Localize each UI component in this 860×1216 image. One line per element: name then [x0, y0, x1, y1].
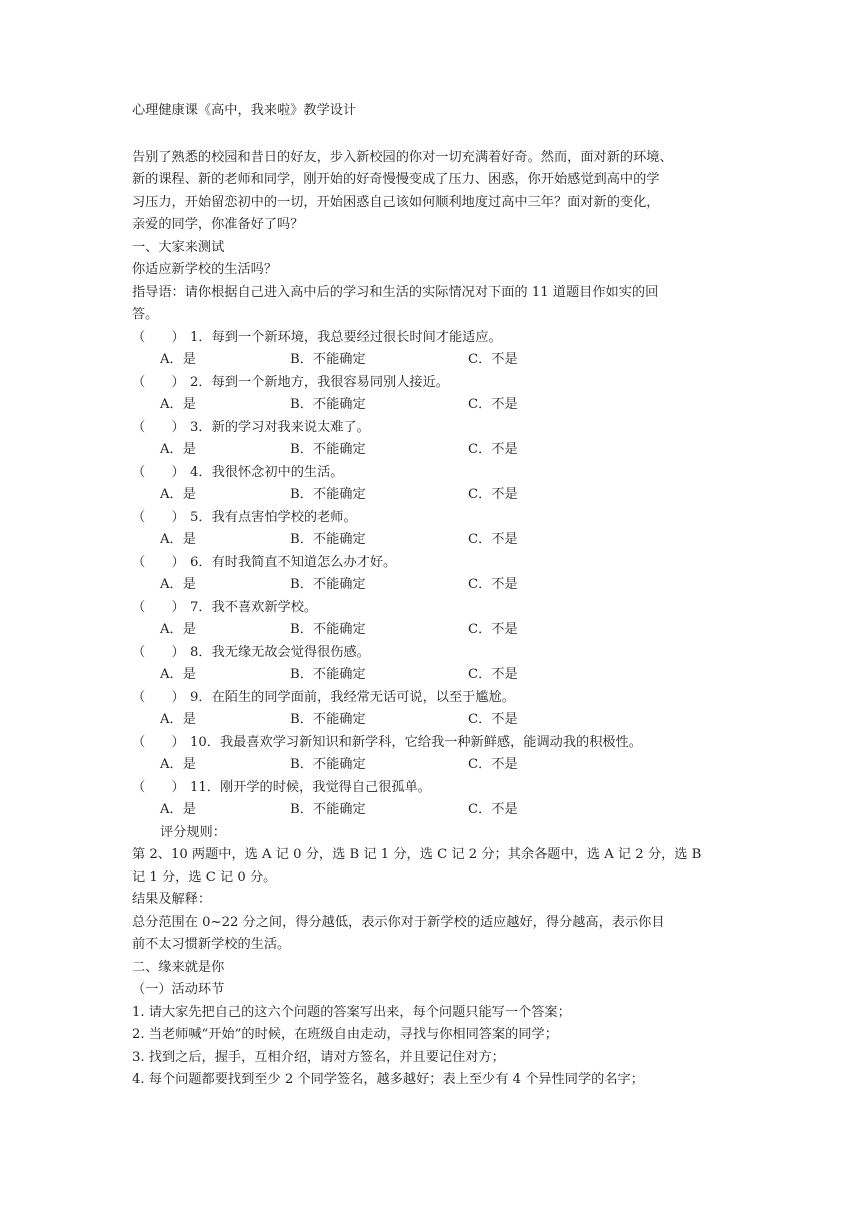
option-row: [132, 349, 732, 372]
option-a: A．是: [160, 757, 196, 772]
section2-heading: 二、缘来就是你: [132, 959, 225, 975]
quiz-question: [132, 327, 732, 350]
quiz-question: [132, 687, 732, 710]
option-a: A．是: [160, 397, 196, 412]
option-a: A．是: [160, 622, 196, 637]
option-b: B．不能确定: [290, 802, 366, 817]
guide-line: 答。: [132, 307, 159, 322]
scoring-line: 记 1 分，选 C 记 0 分。: [132, 869, 277, 885]
question-text: 5．我有点害怕学校的老师。: [190, 509, 357, 525]
option-row: [132, 664, 732, 687]
option-c: C．不是: [468, 622, 518, 637]
option-c: C．不是: [468, 757, 518, 772]
quiz-question: [132, 417, 732, 440]
step-item: 2. 当老师喊“开始”的时候，在班级自由走动，寻找与你相同答案的同学；: [132, 1027, 558, 1042]
quiz-question: [132, 462, 732, 485]
section1-question: 你适应新学校的生活吗？: [132, 262, 278, 277]
section1-heading: 一、大家来测试: [132, 239, 225, 255]
option-b: B．不能确定: [290, 667, 366, 682]
result-line: 前不太习惯新学校的生活。: [132, 937, 291, 952]
section2-subheading: （一）活动环节: [132, 982, 225, 997]
answer-blank: （ ）: [132, 374, 185, 390]
answer-blank: （ ）: [132, 779, 185, 795]
option-c: C．不是: [468, 397, 518, 412]
quiz-question: [132, 777, 732, 800]
option-b: B．不能确定: [290, 352, 366, 367]
question-text: 1．每到一个新环境，我总要经过很长时间才能适应。: [190, 329, 502, 345]
scoring-heading: 评分规则：: [160, 824, 226, 840]
option-b: B．不能确定: [290, 487, 366, 502]
option-row: [132, 574, 732, 597]
option-a: A．是: [160, 442, 196, 457]
question-text: 8．我无缘无故会觉得很伤感。: [190, 644, 370, 660]
option-row: [132, 439, 732, 462]
answer-blank: （ ）: [132, 689, 185, 705]
option-a: A．是: [160, 487, 196, 502]
answer-blank: （ ）: [132, 329, 185, 345]
option-c: C．不是: [468, 667, 518, 682]
option-row: [132, 619, 732, 642]
question-text: 6．有时我简直不知道怎么办才好。: [190, 554, 397, 570]
option-a: A．是: [160, 352, 196, 367]
question-text: 7．我不喜欢新学校。: [190, 599, 318, 615]
option-b: B．不能确定: [290, 712, 366, 727]
option-b: B．不能确定: [290, 442, 366, 457]
option-a: A．是: [160, 712, 196, 727]
quiz-question: [132, 507, 732, 530]
option-row: [132, 709, 732, 732]
quiz-question: [132, 642, 732, 665]
step-item: 4. 每个问题都要找到至少 2 个同学签名，越多越好；表上至少有 4 个异性同学的名字；: [132, 1072, 644, 1087]
question-text: 11．刚开学的时候，我觉得自己很孤单。: [190, 779, 431, 795]
document-title: 心理健康课《高中，我来啦》教学设计: [132, 103, 357, 118]
question-text: 2．每到一个新地方，我很容易同别人接近。: [190, 374, 449, 390]
option-c: C．不是: [468, 712, 518, 727]
option-c: C．不是: [468, 802, 518, 817]
option-b: B．不能确定: [290, 532, 366, 547]
quiz-question: [132, 732, 732, 755]
option-row: [132, 484, 732, 507]
quiz-question: [132, 372, 732, 395]
document-page: [132, 100, 732, 1092]
question-text: 10．我最喜欢学习新知识和新学科，它给我一种新鲜感，能调动我的积极性。: [190, 734, 642, 750]
option-c: C．不是: [468, 442, 518, 457]
result-heading: 结果及解释：: [132, 892, 212, 907]
quiz-question: [132, 552, 732, 575]
intro-line: 习压力，开始留恋初中的一切，开始困惑自己该如何顺利地度过高中三年？面对新的变化，: [132, 194, 660, 210]
answer-blank: （ ）: [132, 734, 185, 750]
option-row: [132, 529, 732, 552]
option-row: [132, 799, 732, 822]
result-paragraph: [132, 912, 732, 957]
answer-blank: （ ）: [132, 554, 185, 570]
step-item: 3. 找到之后，握手，互相介绍，请对方签名，并且要记住对方；: [132, 1049, 505, 1065]
answer-blank: （ ）: [132, 419, 185, 435]
option-c: C．不是: [468, 577, 518, 592]
result-line: 总分范围在 0~22 分之间，得分越低，表示你对于新学校的适应越好，得分越高，表示你目: [132, 914, 665, 930]
option-b: B．不能确定: [290, 397, 366, 412]
option-row: [132, 754, 732, 777]
intro-line: 告别了熟悉的校园和昔日的好友，步入新校园的你对一切充满着好奇。然而，面对新的环境、: [132, 149, 673, 165]
option-c: C．不是: [468, 532, 518, 547]
intro-line: 亲爱的同学，你准备好了吗？: [132, 217, 304, 232]
intro-line: 新的课程、新的老师和同学，刚开始的好奇慢慢变成了压力、困惑，你开始感觉到高中的学: [132, 172, 660, 187]
question-text: 9．在陌生的同学面前，我经常无话可说，以至于尴尬。: [190, 689, 515, 705]
scoring-line: 第 2、10 两题中，选 A 记 0 分，选 B 记 1 分，选 C 记 2 分；其余各题中，选 A 记 2 分，选 B: [132, 847, 702, 862]
option-b: B．不能确定: [290, 622, 366, 637]
answer-blank: （ ）: [132, 509, 185, 525]
option-a: A．是: [160, 577, 196, 592]
option-row: [132, 394, 732, 417]
option-c: C．不是: [468, 352, 518, 367]
option-c: C．不是: [468, 487, 518, 502]
quiz-list: [132, 327, 732, 822]
option-b: B．不能确定: [290, 757, 366, 772]
option-a: A．是: [160, 667, 196, 682]
answer-blank: （ ）: [132, 599, 185, 615]
option-b: B．不能确定: [290, 577, 366, 592]
option-a: A．是: [160, 802, 196, 817]
question-text: 4．我很怀念初中的生活。: [190, 464, 344, 480]
scoring-paragraph: [132, 844, 732, 889]
answer-blank: （ ）: [132, 464, 185, 480]
step-item: 1. 请大家先把自己的这六个问题的答案写出来，每个问题只能写一个答案；: [132, 1004, 571, 1020]
intro-paragraph: [132, 147, 732, 237]
guide-line: 指导语：请你根据自己进入高中后的学习和生活的实际情况对下面的 11 道题目作如实的回: [132, 284, 659, 300]
question-text: 3．新的学习对我来说太难了。: [190, 419, 370, 435]
quiz-question: [132, 597, 732, 620]
answer-blank: （ ）: [132, 644, 185, 660]
option-a: A．是: [160, 532, 196, 547]
guide-paragraph: [132, 282, 732, 327]
